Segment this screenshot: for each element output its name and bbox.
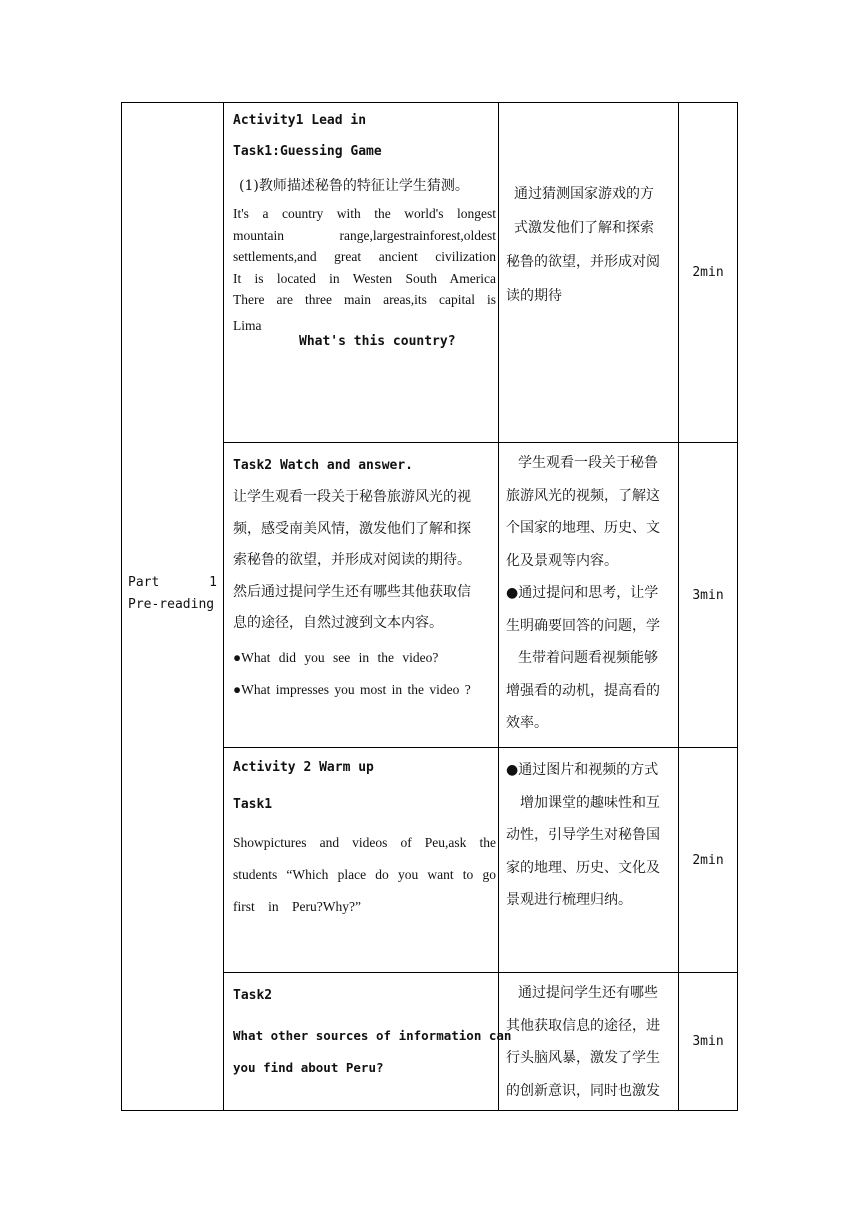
time-value: 2min (692, 852, 724, 868)
time-value: 3min (692, 587, 724, 603)
activity-cell (224, 748, 499, 973)
purpose-line: 增强看的动机，提高看的 (506, 682, 660, 699)
purpose-line: 生明确要回答的问题，学 (506, 617, 660, 634)
content-line: you find about Peru? (233, 1060, 384, 1075)
purpose-line: 行头脑风暴，激发了学生 (506, 1050, 660, 1066)
purpose-line: 通过提问学生还有哪些 (518, 985, 658, 1001)
description-line: Lima (233, 317, 262, 333)
activity-title: Activity 2 Warm up (233, 760, 374, 775)
content-line: 然后通过提问学生还有哪些其他获取信 (233, 583, 471, 600)
purpose-cell (499, 973, 679, 1111)
description-line: It's a country with the world's longest (233, 206, 496, 221)
purpose-line: 生带着问题看视频能够 (518, 650, 658, 666)
purpose-line: 景观进行梳理归纳。 (506, 892, 632, 908)
activity-title: Activity1 Lead in (233, 113, 367, 128)
content-line: Showpictures and videos of Peu,ask the (233, 835, 496, 850)
purpose-line: 其他获取信息的途径，进 (506, 1017, 660, 1034)
time-cell (679, 748, 738, 973)
purpose-cell (499, 103, 679, 443)
purpose-cell (499, 443, 679, 748)
purpose-line: 增加课堂的趣味性和互 (520, 794, 660, 811)
table-row (122, 103, 738, 443)
content-line: first in Peru?Why?” (233, 899, 361, 914)
instruction-text: (1)教师描述秘鲁的特征让学生猜测。 (239, 178, 469, 194)
purpose-line: 通过猜测国家游戏的方 (514, 186, 654, 202)
purpose-line: 动性，引导学生对秘鲁国 (506, 827, 660, 843)
purpose-line: 学生观看一段关于秘鲁 (518, 455, 658, 471)
task-title: Task1:Guessing Game (233, 144, 382, 159)
time-cell (679, 443, 738, 748)
part-cell (122, 103, 224, 1111)
purpose-line: ●通过提问和思考，让学 (506, 585, 659, 601)
time-cell (679, 973, 738, 1111)
content-line: 索秘鲁的欲望，并形成对阅读的期待。 (233, 552, 471, 568)
task-title: Task1 (233, 797, 273, 812)
part-word: Part (128, 575, 160, 590)
stage-label: Pre-reading (128, 597, 215, 612)
description-line: It is located in Westen South America (233, 270, 496, 286)
purpose-line: 读的期待 (506, 288, 562, 304)
purpose-cell (499, 748, 679, 973)
purpose-line: 的创新意识，同时也激发 (506, 1082, 660, 1099)
lesson-plan-table (121, 102, 738, 1111)
description-line: mountain range,largestrainforest,oldest (233, 227, 496, 243)
part-number: 1 (209, 575, 217, 590)
purpose-line: 效率。 (506, 715, 548, 731)
content-line: 息的途径，自然过渡到文本内容。 (233, 615, 443, 631)
task-title: Task2 (233, 988, 273, 1003)
description-block (233, 203, 496, 336)
time-cell (679, 103, 738, 443)
content-line: students “Which place do you want to go (233, 867, 496, 882)
purpose-line: 化及景观等内容。 (506, 552, 618, 569)
activity-cell (224, 443, 499, 748)
description-line: There are three main areas,its capital is (233, 292, 496, 307)
question-line: ●What impresses you most in the video ? (233, 681, 471, 697)
question-line: ●What did you see in the video? (233, 649, 439, 665)
content-line: What other sources of information can (233, 1028, 512, 1043)
purpose-line: 式激发他们了解和探索 (514, 220, 654, 236)
activity-cell (224, 103, 499, 443)
content-line: 频，感受南美风情，激发他们了解和探 (233, 520, 471, 537)
time-value: 2min (692, 265, 724, 280)
task-title: Task2 Watch and answer. (233, 458, 414, 473)
purpose-line: 家的地理、历史、文化及 (506, 859, 660, 876)
activity-cell (224, 973, 512, 1111)
content-line: 让学生观看一段关于秘鲁旅游风光的视 (233, 489, 471, 505)
purpose-line: ●通过图片和视频的方式 (506, 762, 659, 778)
purpose-line: 个国家的地理、历史、文 (506, 520, 660, 536)
purpose-line: 旅游风光的视频，了解这 (506, 487, 660, 504)
question-text: What's this country? (299, 334, 456, 349)
description-line: settlements,and great ancient civilization (233, 249, 496, 264)
time-value: 3min (692, 1034, 724, 1049)
purpose-line: 秘鲁的欲望，并形成对阅 (506, 254, 660, 270)
